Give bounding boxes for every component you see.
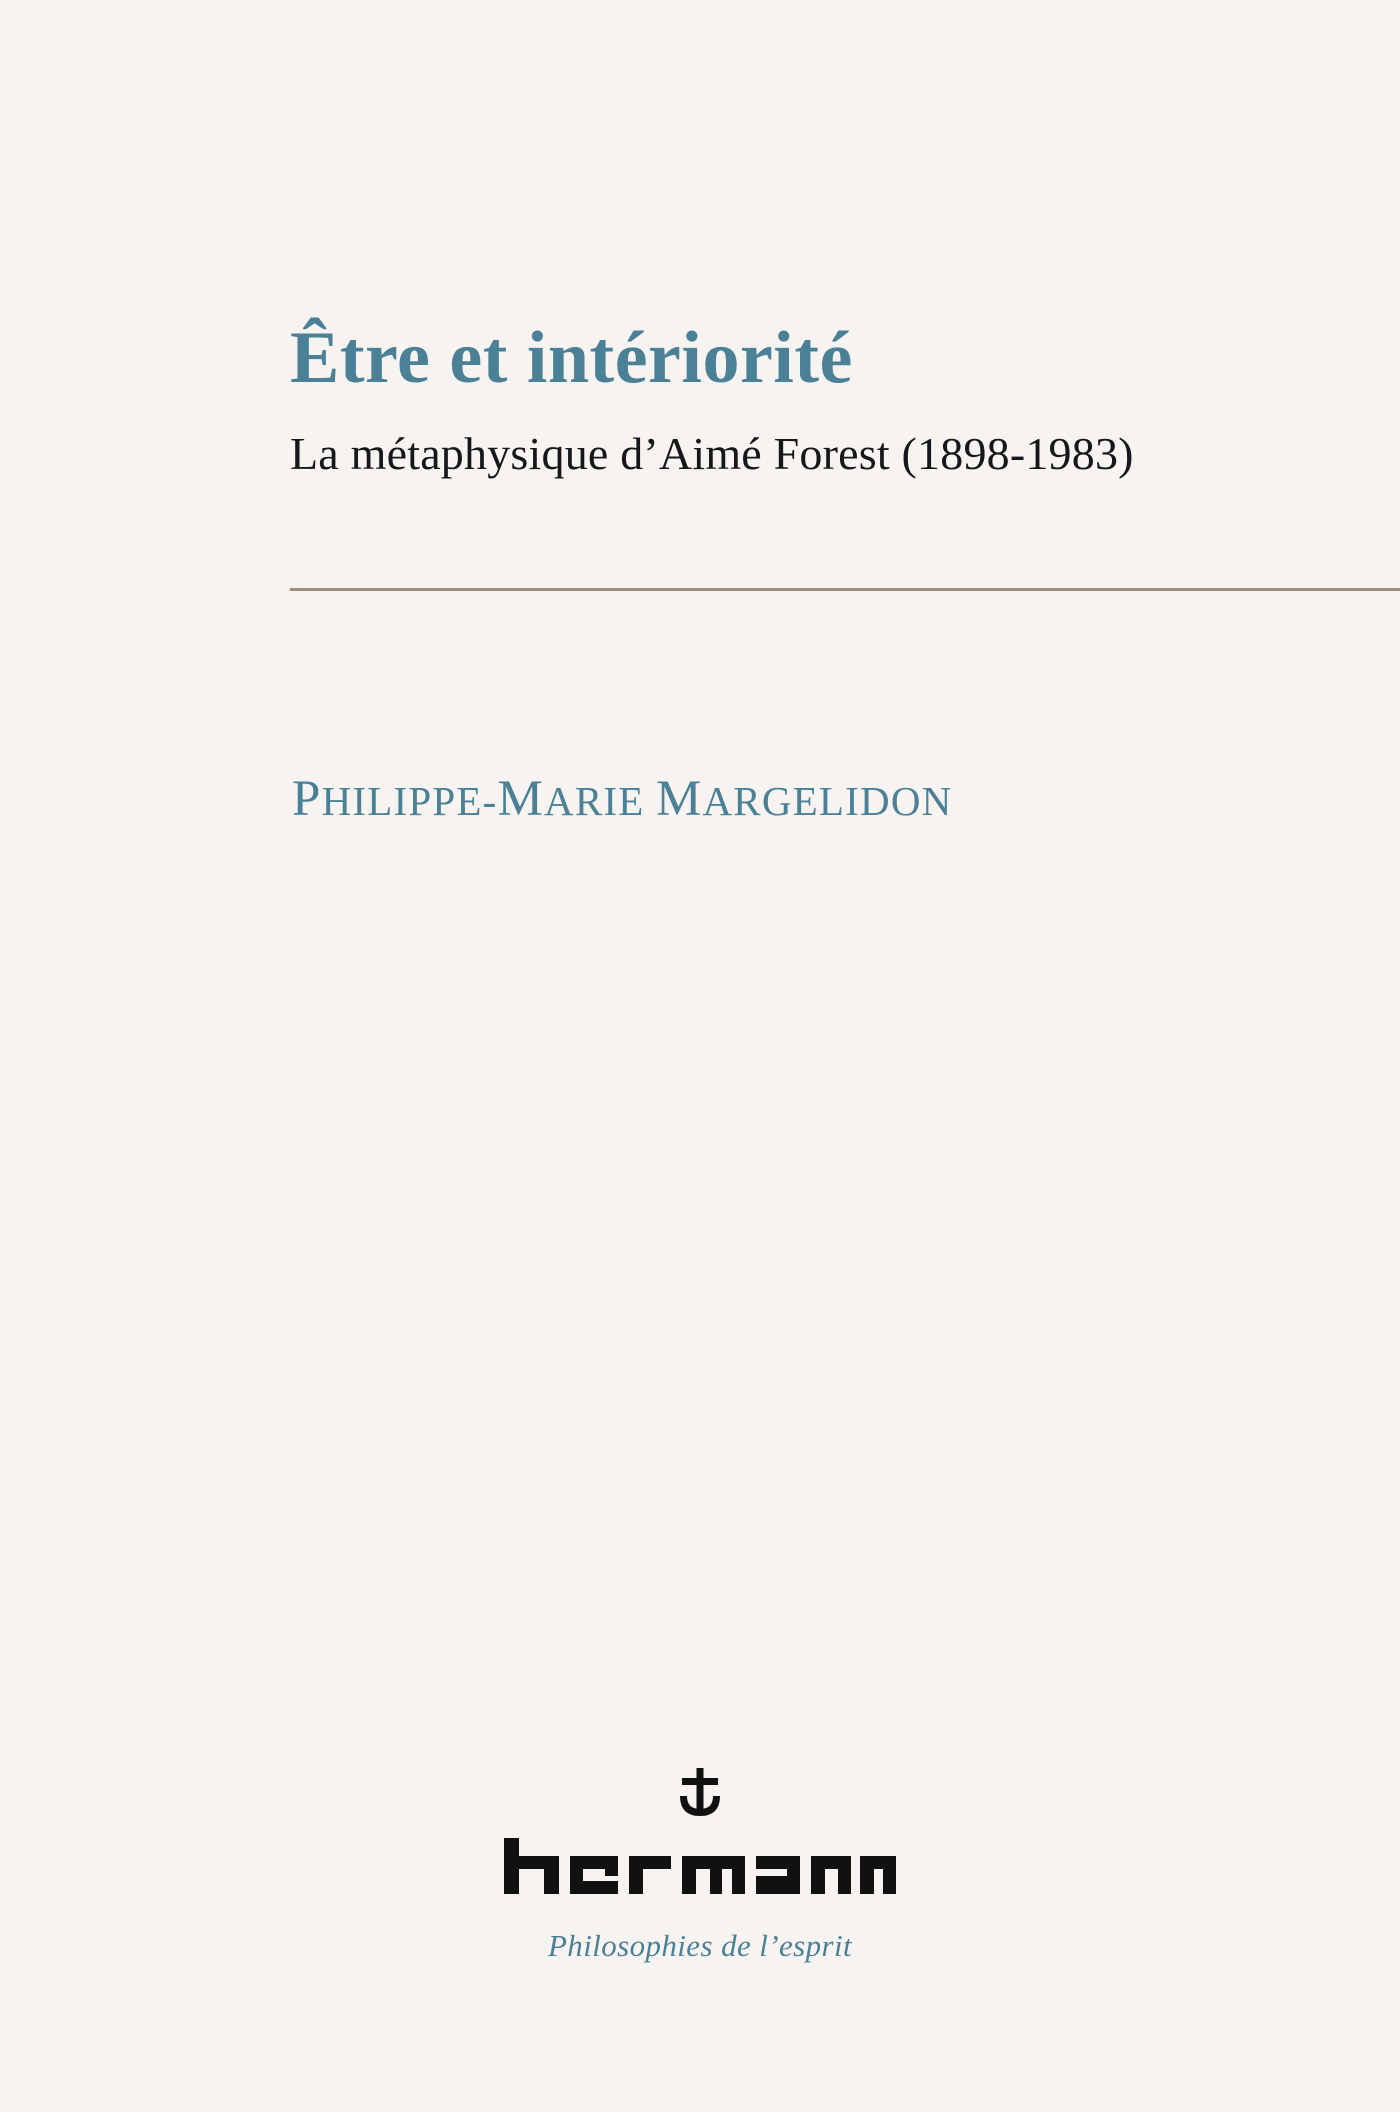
author-initial-1: P xyxy=(292,771,322,827)
author-part-2: ARIE xyxy=(544,778,645,824)
author-part-1: HILIPPE xyxy=(321,778,483,824)
series-name: Philosophies de l’esprit xyxy=(547,1928,853,1963)
book-subtitle: La métaphysique d’Aimé Forest (1898-1983) xyxy=(290,427,1134,479)
hermann-wordmark xyxy=(500,1836,900,1906)
author-initial-2: M xyxy=(497,771,545,827)
author-hyphen: - xyxy=(482,778,498,824)
author-part-3: ARGELIDON xyxy=(702,778,953,824)
author-initial-3: M xyxy=(655,771,703,827)
author-name xyxy=(292,770,952,828)
publisher-logo-area xyxy=(0,1768,1400,1964)
author-space xyxy=(644,778,655,824)
page-title: Être et intériorité xyxy=(290,317,853,399)
horizontal-rule xyxy=(290,588,1400,591)
hermann-anchor-icon xyxy=(672,1768,728,1830)
title-block xyxy=(290,317,1395,481)
